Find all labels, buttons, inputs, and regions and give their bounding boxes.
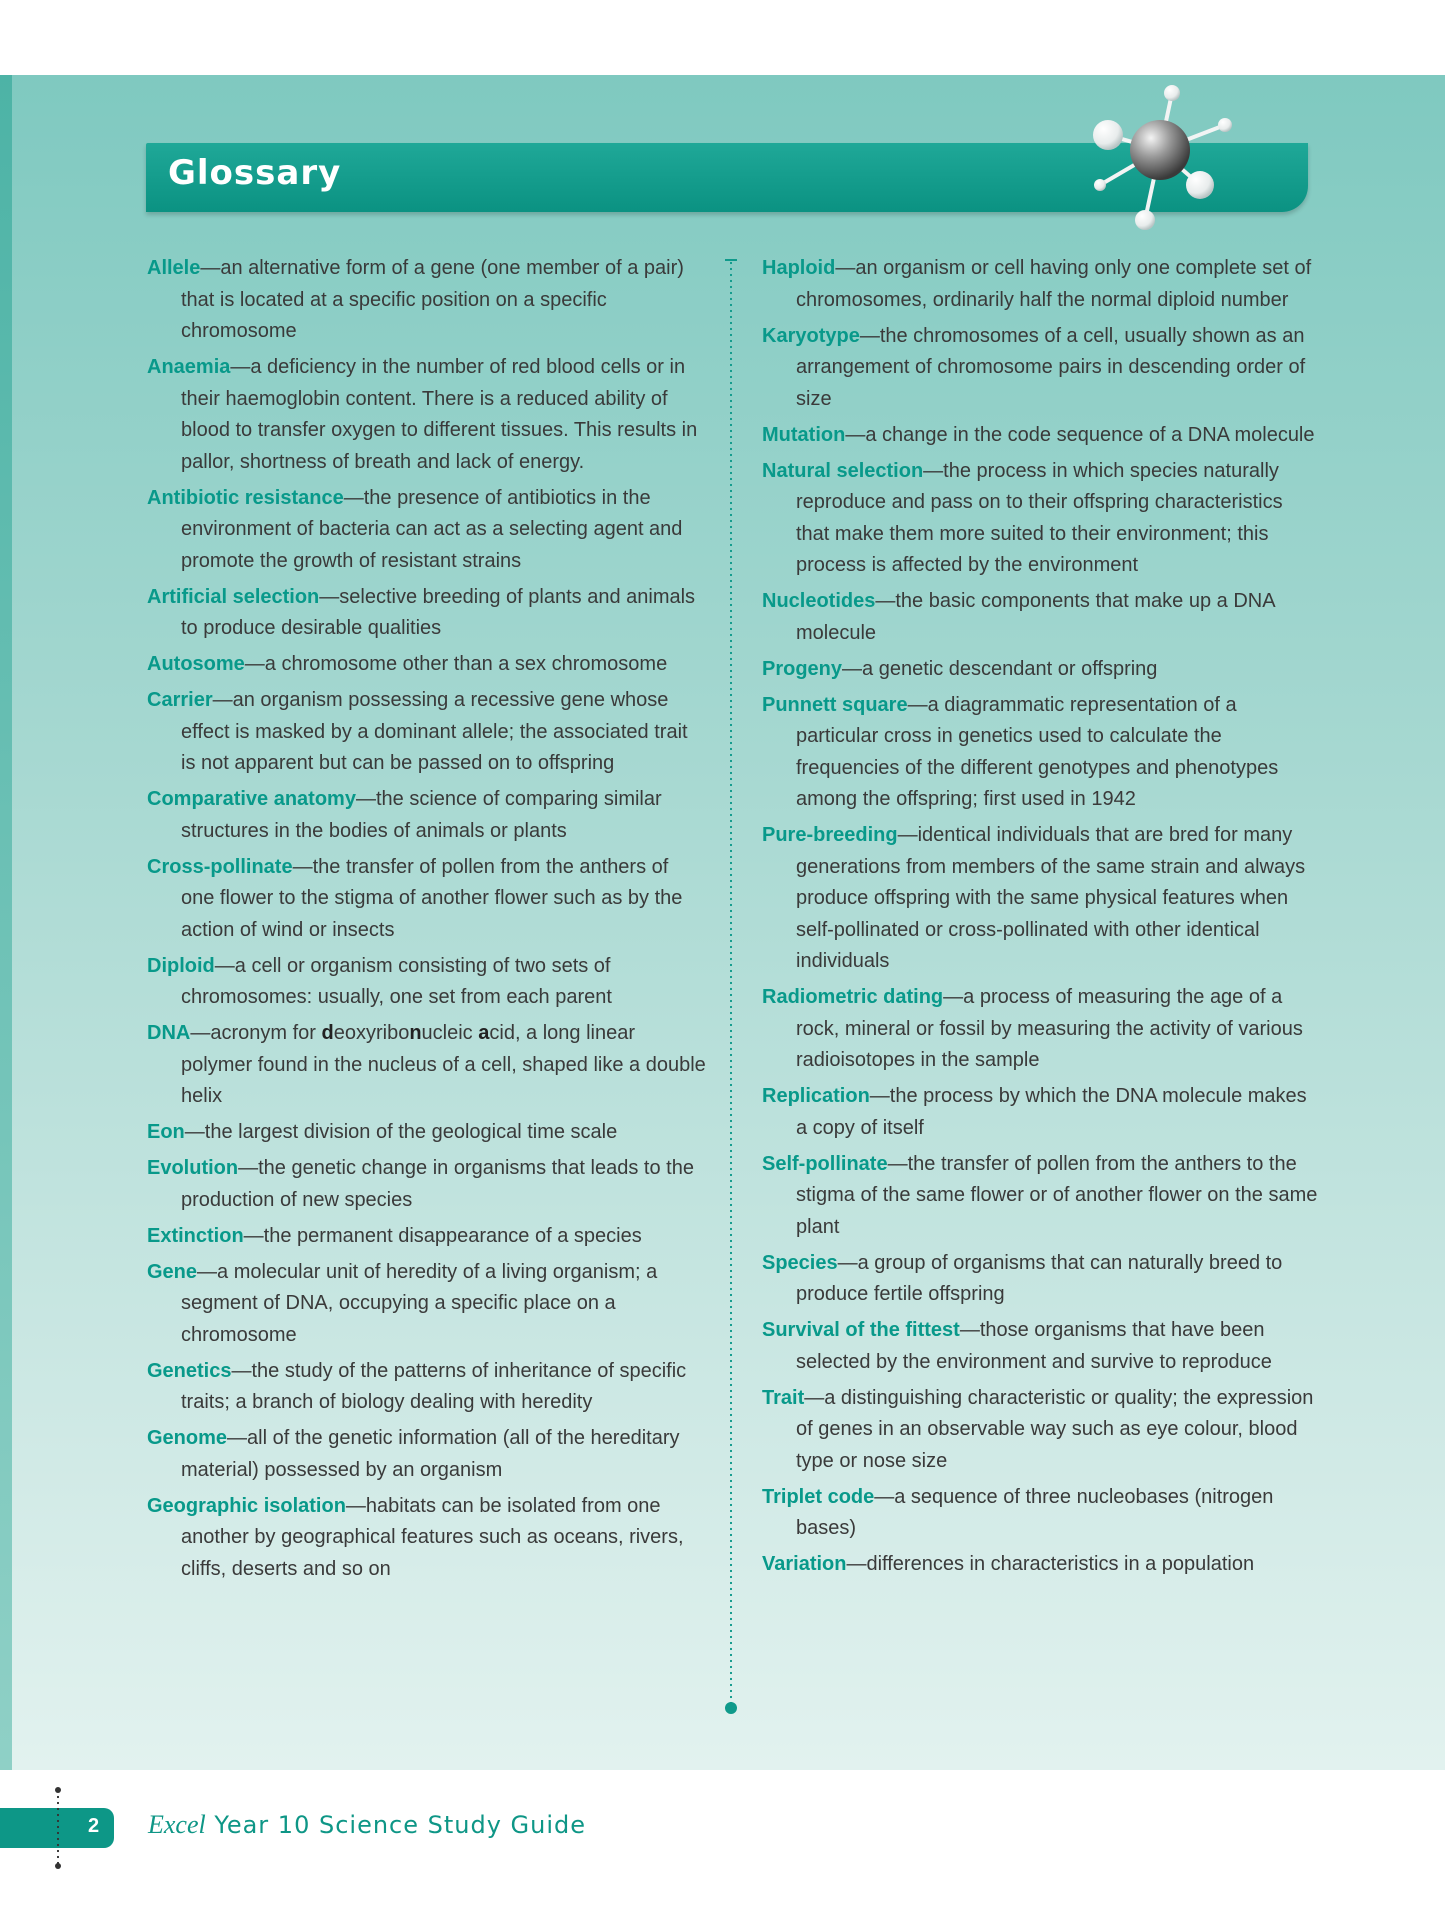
glossary-entry-natural-selection — [762, 456, 1320, 582]
page-title: Glossary — [168, 153, 342, 193]
glossary-term: Artificial selection — [147, 585, 320, 608]
glossary-term: Antibiotic resistance — [147, 486, 344, 509]
glossary-definition: —a genetic descendant or offspring — [842, 657, 1158, 680]
glossary-entry-progeny — [762, 654, 1320, 686]
footer-dot — [55, 1863, 61, 1869]
glossary-column-left — [147, 253, 707, 1590]
glossary-definition: —the process by which the DNA molecule makes a copy of itself — [796, 1085, 1307, 1139]
glossary-entry-antibiotic-resistance — [147, 483, 707, 578]
glossary-term: Carrier — [147, 689, 213, 711]
glossary-entry-triplet-code — [762, 1482, 1320, 1545]
glossary-term: Variation — [762, 1553, 847, 1575]
glossary-term: Self-pollinate — [762, 1152, 888, 1175]
glossary-term: Progeny — [762, 657, 843, 680]
glossary-term: Geographic isolation — [147, 1494, 346, 1517]
glossary-definition: —the presence of antibiotics in the environment of bacteria can act as a selecting agent and promote the growth of resistant strains — [181, 486, 683, 572]
glossary-definition-part: cid, a long linear polymer found in the nucleus of a cell, shaped like a double helix — [181, 1022, 706, 1107]
glossary-definition: —the basic components that make up a DNA molecule — [796, 590, 1275, 644]
glossary-entry-comparative-anatomy — [147, 784, 707, 847]
glossary-definition: —a molecular unit of heredity of a living organism; a segment of DNA, occupying a specific place on a chromosome — [181, 1260, 658, 1346]
glossary-term: Trait — [762, 1386, 805, 1409]
glossary-definition: —a process of measuring the age of a rock, mineral or fossil by measuring the activity of various radioisotopes in the sample — [796, 986, 1303, 1071]
glossary-term: Comparative anatomy — [147, 788, 356, 810]
glossary-definition: —the study of the patterns of inheritance of specific traits; a branch of biology dealing with heredity — [181, 1359, 687, 1413]
glossary-entry-extinction — [147, 1221, 707, 1253]
footer-book-title — [148, 1810, 586, 1840]
glossary-term: DNA — [147, 1022, 191, 1044]
footer-title: Year 10 Science Study Guide — [205, 1811, 587, 1839]
glossary-term: Gene — [147, 1260, 198, 1283]
glossary-definition-part: ucleic — [421, 1022, 479, 1044]
glossary-term: Diploid — [147, 954, 215, 977]
glossary-definition: —selective breeding of plants and animals to produce desirable qualities — [181, 585, 696, 639]
glossary-definition: —differences in characteristics in a population — [846, 1553, 1255, 1575]
glossary-definition: —an alternative form of a gene (one member of a pair) that is located at a specific position on a specific chromosome — [181, 257, 684, 342]
glossary-definition: —a cell or organism consisting of two sets of chromosomes: usually, one set from each parent — [181, 954, 612, 1008]
glossary-term: Species — [762, 1251, 838, 1274]
glossary-term: Anaemia — [147, 356, 231, 378]
glossary-entry-artificial-selection — [147, 582, 707, 645]
glossary-entry-eon — [147, 1117, 707, 1149]
glossary-definition: —an organism or cell having only one complete set of chromosomes, ordinarily half the normal diploid number — [796, 257, 1312, 311]
glossary-entry-geographic-isolation — [147, 1491, 707, 1586]
glossary-term: Survival of the fittest — [762, 1319, 960, 1341]
glossary-entry-dna — [147, 1018, 707, 1113]
glossary-entry-species — [762, 1248, 1320, 1311]
glossary-entry-karyotype — [762, 321, 1320, 416]
acronym-letter: d — [321, 1022, 334, 1044]
glossary-definition: —a distinguishing characteristic or quality; the expression of genes in an observable way such as eye colour, blood type or nose size — [796, 1386, 1314, 1472]
glossary-definition: —the transfer of pollen from the anthers of one flower to the stigma of another flower such as by the action of wind or insects — [181, 855, 683, 941]
glossary-term: Extinction — [147, 1224, 244, 1247]
acronym-letter: a — [478, 1022, 490, 1044]
glossary-entry-gene — [147, 1257, 707, 1352]
glossary-column-right — [762, 253, 1320, 1585]
glossary-definition: —the genetic change in organisms that leads to the production of new species — [181, 1157, 694, 1211]
glossary-definition: —habitats can be isolated from one another by geographical features such as oceans, rivers, cliffs, deserts and so on — [181, 1494, 684, 1580]
glossary-definition: —those organisms that have been selected by the environment and survive to reproduce — [796, 1319, 1272, 1373]
glossary-entry-nucleotides — [762, 586, 1320, 649]
glossary-definition: —an organism possessing a recessive gene whose effect is masked by a dominant allele; the associated trait is not apparent but can be passed on to offspring — [181, 689, 688, 774]
glossary-definition: —the science of comparing similar structures in the bodies of animals or plants — [181, 788, 662, 842]
glossary-entry-evolution — [147, 1153, 707, 1216]
glossary-term: Autosome — [147, 653, 245, 675]
glossary-term: Haploid — [762, 257, 836, 279]
glossary-definition: —a sequence of three nucleobases (nitrogen bases) — [796, 1485, 1274, 1539]
glossary-entry-trait — [762, 1383, 1320, 1478]
glossary-entry-mutation — [762, 420, 1320, 452]
glossary-entry-survival-of-the-fittest — [762, 1315, 1320, 1378]
page-number: 2 — [88, 1815, 100, 1837]
glossary-term: Allele — [147, 257, 201, 279]
glossary-definition: —the chromosomes of a cell, usually shown as an arrangement of chromosome pairs in descending order of size — [796, 324, 1306, 410]
glossary-entry-pure-breeding — [762, 820, 1320, 978]
glossary-definition: —a chromosome other than a sex chromosome — [244, 653, 668, 675]
glossary-definition: —the largest division of the geological time scale — [184, 1121, 618, 1143]
glossary-term: Punnett square — [762, 693, 908, 716]
footer-brand: Excel — [148, 1810, 206, 1839]
glossary-definition: —a group of organisms that can naturally breed to produce fertile offspring — [796, 1251, 1283, 1305]
glossary-definition: —a deficiency in the number of red blood cells or in their haemoglobin content. There is a reduced ability of blood to transfer oxygen to different tissues. This results in pallor, shortness of breath and lack of energy. — [181, 356, 698, 473]
glossary-entry-cross-pollinate — [147, 852, 707, 947]
glossary-definition: —a change in the code sequence of a DNA molecule — [845, 423, 1315, 446]
glossary-definition: —all of the genetic information (all of the hereditary material) possessed by an organism — [181, 1427, 680, 1481]
column-divider-end-dot — [725, 1702, 737, 1714]
glossary-term: Cross-pollinate — [147, 855, 293, 878]
glossary-term: Mutation — [762, 423, 846, 446]
glossary-term: Pure-breeding — [762, 824, 898, 846]
left-accent-strip — [0, 75, 12, 1770]
footer-dotted-line — [57, 1788, 59, 1866]
glossary-term: Karyotype — [762, 324, 860, 347]
glossary-entry-anaemia — [147, 352, 707, 478]
glossary-term: Nucleotides — [762, 590, 876, 612]
glossary-entry-self-pollinate — [762, 1149, 1320, 1244]
glossary-entry-allele — [147, 253, 707, 348]
glossary-definition: —the permanent disappearance of a species — [243, 1224, 642, 1247]
molecule-icon — [1080, 75, 1240, 235]
acronym-letter: n — [409, 1022, 422, 1044]
glossary-term: Triplet code — [762, 1485, 875, 1508]
glossary-entry-diploid — [147, 951, 707, 1014]
glossary-entry-genetics — [147, 1356, 707, 1419]
glossary-term: Genome — [147, 1427, 228, 1449]
glossary-entry-punnett-square — [762, 690, 1320, 816]
glossary-entry-variation — [762, 1549, 1320, 1581]
glossary-entry-haploid — [762, 253, 1320, 316]
glossary-entry-radiometric-dating — [762, 982, 1320, 1077]
glossary-entry-genome — [147, 1423, 707, 1486]
column-divider — [730, 260, 732, 1705]
glossary-definition-part: eoxyribo — [333, 1022, 410, 1044]
glossary-definition: —the process in which species naturally reproduce and pass on to their offspring characteristics that make them more suited to their environment; this process is affected by the environment — [796, 459, 1283, 576]
glossary-entry-autosome — [147, 649, 707, 681]
glossary-definition: —identical individuals that are bred for many generations from members of the same strain and always produce offspring with the same physical features when self-pollinated or cross-pollinated with other identical individuals — [796, 824, 1306, 972]
glossary-term: Radiometric dating — [762, 986, 944, 1008]
glossary-definition-part: —acronym for — [190, 1022, 322, 1044]
footer-dot — [55, 1787, 61, 1793]
glossary-term: Eon — [147, 1121, 185, 1143]
glossary-definition: —a diagrammatic representation of a particular cross in genetics used to calculate the frequencies of the different genotypes and phenotypes among the offspring; first used in 1942 — [796, 693, 1279, 810]
glossary-definition: —the transfer of pollen from the anthers to the stigma of the same flower or of another flower on the same plant — [796, 1152, 1318, 1238]
glossary-term: Genetics — [147, 1359, 232, 1382]
glossary-term: Replication — [762, 1085, 870, 1107]
glossary-term: Evolution — [147, 1157, 239, 1179]
glossary-entry-carrier — [147, 685, 707, 780]
glossary-entry-replication — [762, 1081, 1320, 1144]
glossary-term: Natural selection — [762, 459, 924, 482]
